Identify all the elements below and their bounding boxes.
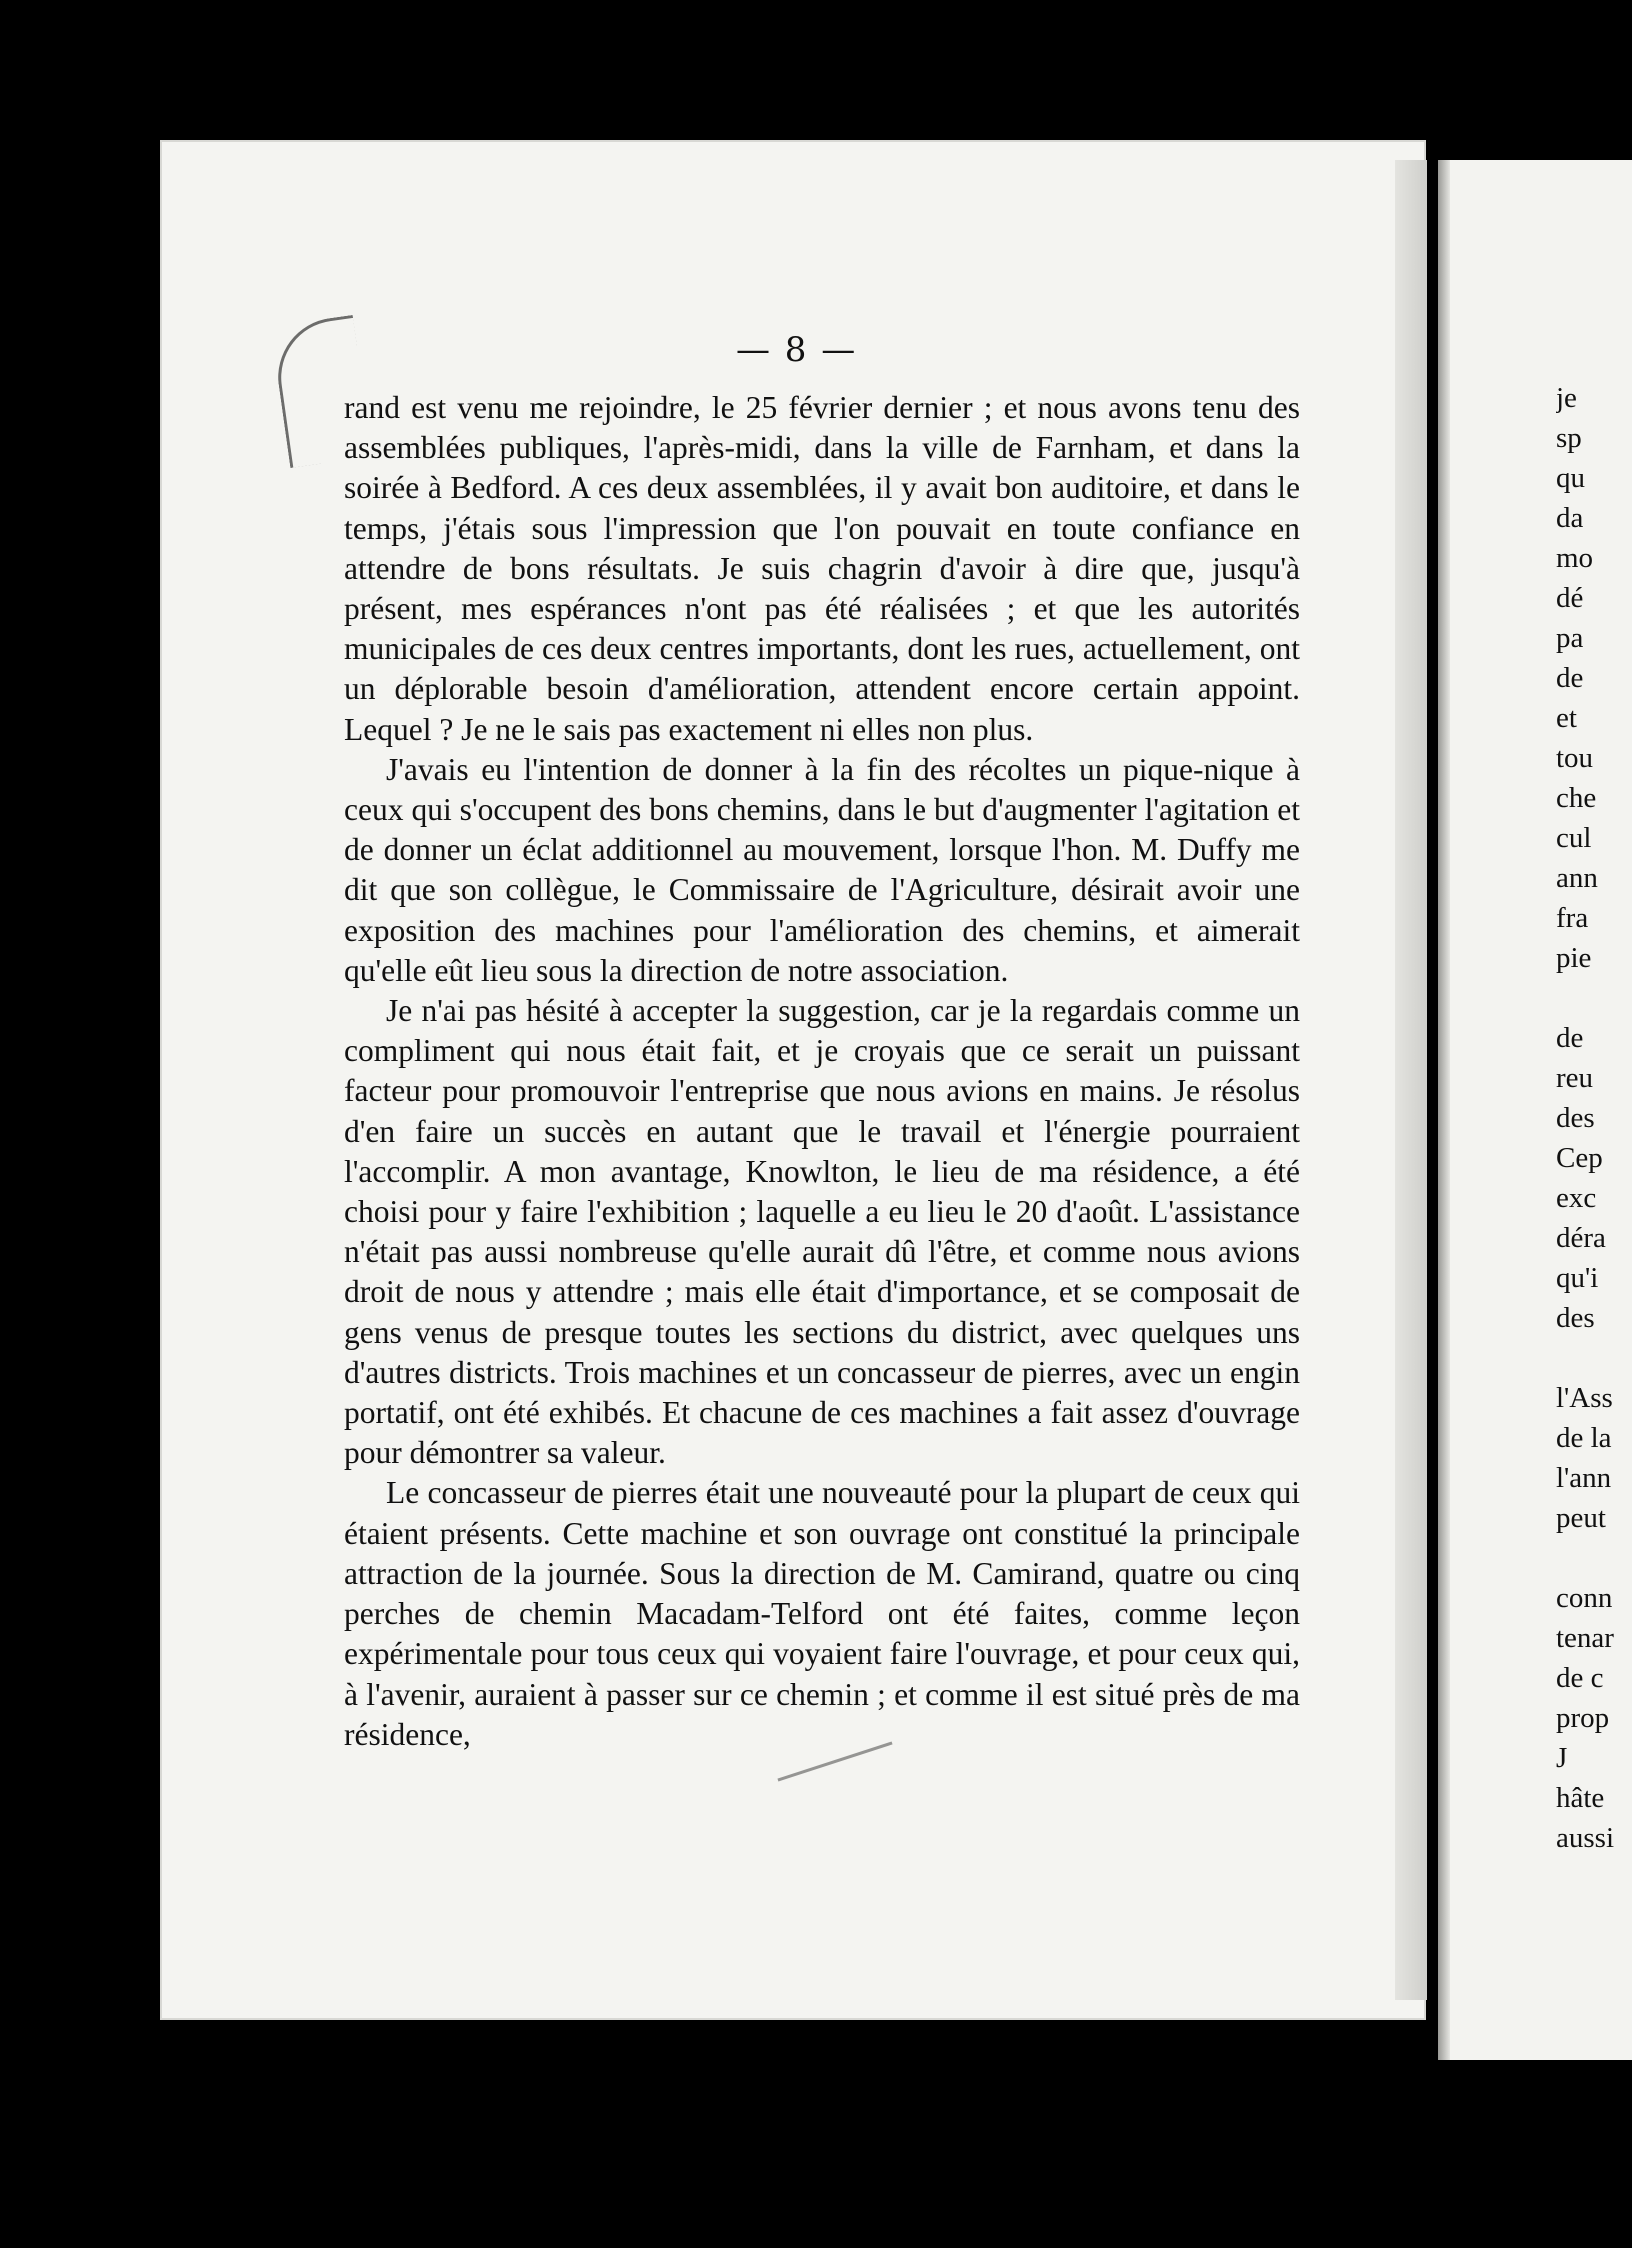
right-page-line: de c bbox=[1556, 1662, 1604, 1694]
body-text bbox=[344, 388, 1300, 1755]
right-page-line: qu'i bbox=[1556, 1262, 1599, 1294]
right-page-line bbox=[1556, 1338, 1632, 1378]
right-page-line: prop bbox=[1556, 1702, 1610, 1734]
right-page-line: des bbox=[1556, 1102, 1595, 1134]
right-page-line: tou bbox=[1556, 742, 1594, 774]
right-page-line: conn bbox=[1556, 1582, 1613, 1614]
right-page-line: pa bbox=[1556, 622, 1584, 654]
right-page-line: cul bbox=[1556, 822, 1592, 854]
right-page-line: de bbox=[1556, 1022, 1584, 1054]
right-page-line: l'Ass bbox=[1556, 1382, 1613, 1414]
page-number: — 8 — bbox=[736, 330, 858, 370]
right-page-line: aussi bbox=[1556, 1822, 1614, 1854]
right-page-line: dé bbox=[1556, 582, 1584, 614]
right-page-line: J bbox=[1556, 1742, 1568, 1774]
paragraph: Le concasseur de pierres était une nouveauté pour la plupart de ceux qui étaient présents. Cette machine et son ouvrage ont constitué la principale attraction de la journée. Sous la direction de M. Camirand, quatre ou cinq perches de chemin Macadam-Telford ont été faites, comme leçon expérimentale pour tous ceux qui voyaient faire l'ouvrage, et pour ceux qui, à l'avenir, auraient à passer sur ce chemin ; et comme il est situé près de ma résidence, bbox=[344, 1475, 1300, 1752]
right-page-line: che bbox=[1556, 782, 1597, 814]
right-page-line: qu bbox=[1556, 462, 1585, 494]
right-page-line: peut bbox=[1556, 1502, 1606, 1534]
right-page-line: fra bbox=[1556, 902, 1589, 934]
right-page-line: reu bbox=[1556, 1062, 1594, 1094]
right-page-line: hâte bbox=[1556, 1782, 1605, 1814]
right-page-line: de bbox=[1556, 662, 1584, 694]
page-gutter bbox=[1438, 160, 1450, 2060]
paragraph: Je n'ai pas hésité à accepter la suggestion, car je la regardais comme un compliment qui nous était fait, et je croyais que ce serait un puissant facteur pour promouvoir l'entreprise que nous avions en mains. Je résolus d'en faire un succès en autant que le travail et l'énergie pourraient l'accomplir. A mon avantage, Knowlton, le lieu de ma résidence, a été choisi pour y faire l'exhibition ; laquelle a eu lieu le 20 d'août. L'assistance n'était pas aussi nombreuse qu'elle aurait dû l'être, et comme nous avions droit de nous y attendre ; mais elle était d'importance, et se composait de gens venus de presque toutes les sections du district, avec quelques uns d'autres districts. Trois machines et un concasseur de pierres, avec un engin portatif, ont été exhibés. Et chacune de ces machines a fait assez d'ouvrage pour démontrer sa valeur. bbox=[344, 993, 1300, 1471]
right-page-line: déra bbox=[1556, 1222, 1606, 1254]
right-page-line: exc bbox=[1556, 1182, 1597, 1214]
right-page-line: l'ann bbox=[1556, 1462, 1612, 1494]
right-page-line bbox=[1556, 978, 1632, 1018]
page-edge bbox=[1395, 160, 1427, 2000]
paragraph: rand est venu me rejoindre, le 25 février dernier ; et nous avons tenu des assemblées publiques, l'après-midi, dans la ville de Farnham, et dans la soirée à Bedford. A ces deux assemblées, il y avait bon auditoire, et dans le temps, j'étais sous l'impression que l'on pouvait en toute confiance en attendre de bons résultats. Je suis chagrin d'avoir à dire que, jusqu'à présent, mes espérances n'ont pas été réalisées ; et que les autorités municipales de ces deux centres importants, dont les rues, actuellement, ont un déplorable besoin d'amélioration, attendent encore certain appoint. Lequel ? Je ne le sais pas exactement ni elles non plus. bbox=[344, 390, 1300, 747]
right-page-line: je bbox=[1556, 382, 1577, 414]
right-page-text-fragments bbox=[1556, 378, 1632, 1858]
right-page-line: sp bbox=[1556, 422, 1582, 454]
right-page-line: tenar bbox=[1556, 1622, 1614, 1654]
right-page-line: da bbox=[1556, 502, 1584, 534]
right-page-line: Cep bbox=[1556, 1142, 1603, 1174]
right-page-line: de la bbox=[1556, 1422, 1612, 1454]
right-page-line: et bbox=[1556, 702, 1577, 734]
right-page-line bbox=[1556, 1538, 1632, 1578]
paragraph: J'avais eu l'intention de donner à la fin des récoltes un pique-nique à ceux qui s'occupent des bons chemins, dans le but d'augmenter l'agitation et de donner un éclat additionnel au mouvement, lorsque l'hon. M. Duffy me dit que son collègue, le Commissaire de l'Agriculture, désirait avoir une exposition des machines pour l'amélioration des chemins, et aimerait qu'elle eût lieu sous la direction de notre association. bbox=[344, 751, 1300, 988]
right-page-line: pie bbox=[1556, 942, 1592, 974]
right-page-line: ann bbox=[1556, 862, 1598, 894]
right-page-line: des bbox=[1556, 1302, 1595, 1334]
right-page-line: mo bbox=[1556, 542, 1594, 574]
